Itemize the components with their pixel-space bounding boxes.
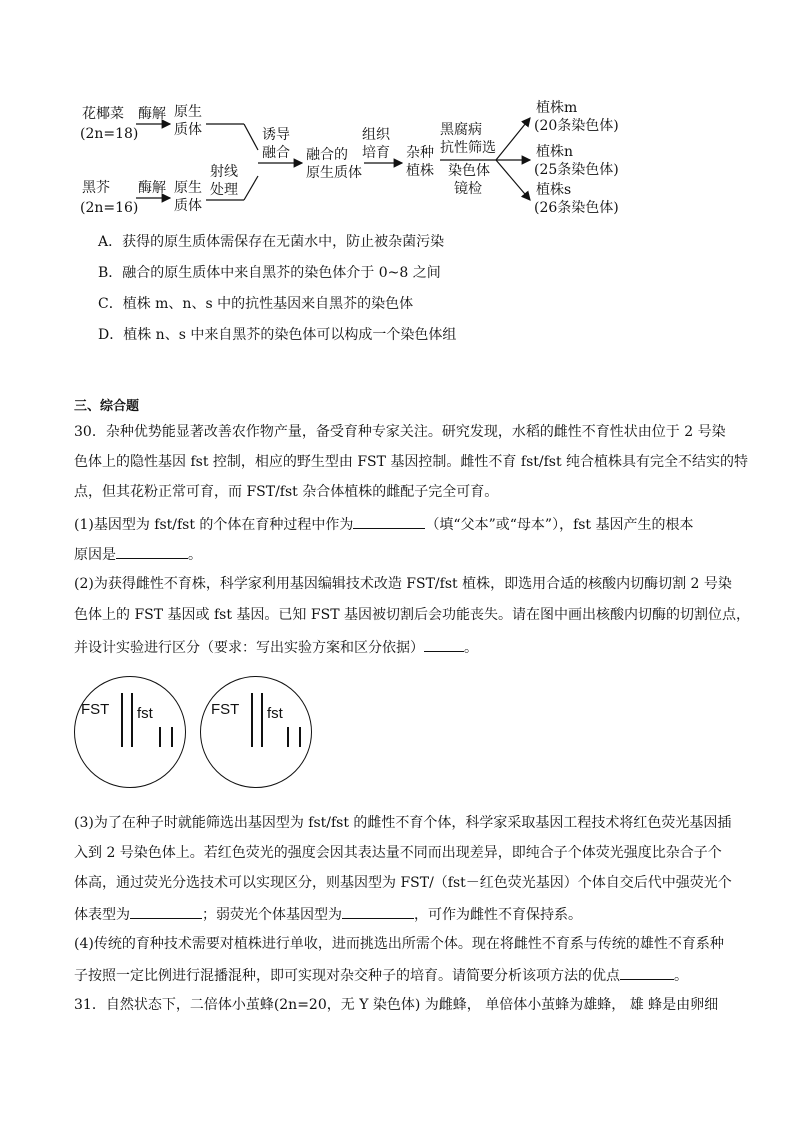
q30-p2-text-b: 。 — [464, 640, 478, 656]
hybrid-1: 杂种 — [406, 145, 434, 161]
screen-bottom-1: 染色体 — [448, 163, 490, 179]
answer-blank-parent-role[interactable] — [353, 513, 425, 529]
plant-n-name: 植株n — [536, 144, 574, 160]
q30-part2-line3 — [74, 636, 478, 658]
q30-intro-1: 30．杂种优势能显著改善农作物产量，备受育种专家关注。研究发现，水稻的雌性不育性状由位于 2 号染 — [74, 424, 726, 440]
q30-p1-text-c: 原因是 — [74, 547, 116, 563]
treatment-2: 处理 — [210, 182, 238, 198]
q30-p3-text-a: 体表型为 — [74, 907, 130, 923]
plant-m-chrom: (20条染色体) — [534, 118, 619, 134]
q30-p3-text-c: ，可作为雌性不育保持系。 — [414, 907, 582, 923]
source1-result-2: 质体 — [174, 122, 202, 138]
q30-part2-line2: 色体上的 FST 基因或 fst 基因。已知 FST 基因被切割后会功能丧失。请在图中画出核酸内切酶的切割位点， — [74, 607, 750, 623]
cell-diagram-right[interactable] — [200, 676, 312, 788]
screen-bottom-2: 镜检 — [454, 181, 482, 197]
q30-p4-text-b: 。 — [674, 968, 688, 984]
q30-p4-text-a: 子按照一定比例进行混播混种，即可实现对杂交种子的培育。请简要分析该项方法的优点 — [74, 968, 620, 984]
q30-part4-line2 — [74, 964, 688, 986]
cell-right-fst-label: FST — [211, 701, 240, 718]
induce-1: 诱导 — [262, 127, 290, 143]
option-d: D．植株 n、s 中来自黑芥的染色体可以构成一个染色体组 — [98, 327, 457, 343]
cell-left-fst-small-label: fst — [137, 705, 153, 722]
source2-name: 黑芥 — [82, 180, 110, 196]
flowchart-lines — [0, 0, 800, 230]
source1-result-1: 原生 — [174, 104, 202, 120]
option-c: C．植株 m、n、s 中的抗性基因来自黑芥的染色体 — [98, 296, 414, 312]
screen-top-2: 抗性筛选 — [440, 140, 496, 156]
answer-blank-experiment[interactable] — [424, 636, 464, 652]
q30-p1-text-b: （填“父本”或“母本”），fst 基因产生的根本 — [425, 517, 694, 533]
q30-intro-3: 点，但其花粉正常可育，而 FST/fst 杂合体植株的雌配子完全可育。 — [74, 484, 499, 500]
cell-left-fst-label: FST — [81, 701, 110, 718]
q30-part4-line1: (4)传统的育种技术需要对植株进行单收，进而挑选出所需个体。现在将雌性不育系与传统的雄性不育系种 — [74, 936, 724, 952]
source2-chrom: (2n=16) — [80, 200, 139, 216]
answer-blank-weak-genotype[interactable] — [342, 903, 414, 919]
source2-result-1: 原生 — [174, 180, 202, 196]
q30-p1-text-d: 。 — [188, 547, 202, 563]
q31-line1: 31．自然状态下，二倍体小茧蜂(2n=20，无 Y 染色体) 为雌蜂， 单倍体小茧蜂为雄蜂， 雄 蜂是由卵细 — [74, 997, 719, 1013]
answer-blank-root-cause[interactable] — [116, 543, 188, 559]
chromosome-long-2 — [261, 693, 263, 747]
q30-part3-line3: 体高，通过荧光分选技术可以实现区分，则基因型为 FST/（fst－红色荧光基因）个体自交后代中强荧光个 — [74, 875, 732, 891]
treatment-1: 射线 — [210, 164, 238, 180]
chromosome-short-2 — [299, 727, 301, 747]
q30-part3-line2: 入到 2 号染色体上。若红色荧光的强度会因其表达量不同而出现差异，即纯合子个体荧光强度比杂合子个 — [74, 845, 722, 861]
fused-1: 融合的 — [306, 147, 348, 163]
screen-top-1: 黑腐病 — [440, 122, 482, 138]
chromosome-long-2 — [131, 693, 133, 747]
source1-step: 酶解 — [138, 106, 166, 122]
chromosome-short-1 — [159, 727, 161, 747]
q30-part1-line2 — [74, 543, 202, 565]
q30-part3-line4 — [74, 903, 582, 925]
source1-name: 花椰菜 — [82, 106, 124, 122]
plant-n-chrom: (25条染色体) — [534, 162, 619, 178]
chromosome-short-1 — [287, 727, 289, 747]
plant-s-chrom: (26条染色体) — [534, 200, 619, 216]
option-b: B．融合的原生质体中来自黑芥的染色体介于 0~8 之间 — [98, 265, 441, 281]
fused-2: 原生质体 — [306, 165, 362, 181]
plant-m-name: 植株m — [536, 100, 578, 116]
answer-blank-advantage[interactable] — [620, 964, 674, 980]
cell-right-fst-small-label: fst — [267, 705, 283, 722]
chromosome-short-2 — [171, 727, 173, 747]
section-title: 三、综合题 — [74, 399, 140, 414]
induce-2: 融合 — [262, 145, 290, 161]
hybrid-2: 植株 — [406, 163, 434, 179]
option-a: A．获得的原生质体需保存在无菌水中，防止被杂菌污染 — [98, 234, 445, 250]
source2-step: 酶解 — [138, 180, 166, 196]
culture-1: 组织 — [362, 127, 390, 143]
source1-chrom: (2n=18) — [80, 126, 139, 142]
q30-part1-line1 — [74, 513, 694, 535]
q30-intro-2: 色体上的隐性基因 fst 控制，相应的野生型由 FST 基因控制。雌性不育 fst/fst 纯合植株具有完全不结实的特 — [74, 454, 749, 470]
chromosome-long-1 — [251, 693, 253, 747]
q30-p2-text-a: 并设计实验进行区分（要求：写出实验方案和区分依据） — [74, 640, 424, 656]
culture-2: 培育 — [362, 145, 390, 161]
q30-p3-text-b: ；弱荧光个体基因型为 — [202, 907, 342, 923]
answer-blank-strong-phenotype[interactable] — [130, 903, 202, 919]
cell-diagram-left[interactable] — [74, 676, 186, 788]
plant-s-name: 植株s — [536, 182, 572, 198]
q30-part2-line1: (2)为获得雌性不育株，科学家利用基因编辑技术改造 FST/fst 植株，即选用合适的核酸内切酶切割 2 号染 — [74, 576, 732, 592]
chromosome-long-1 — [121, 693, 123, 747]
q30-part3-line1: (3)为了在种子时就能筛选出基因型为 fst/fst 的雌性不育个体，科学家采取基因工程技术将红色荧光基因插 — [74, 815, 732, 831]
source2-result-2: 质体 — [174, 198, 202, 214]
q30-p1-text-a: (1)基因型为 fst/fst 的个体在育种过程中作为 — [74, 517, 354, 533]
